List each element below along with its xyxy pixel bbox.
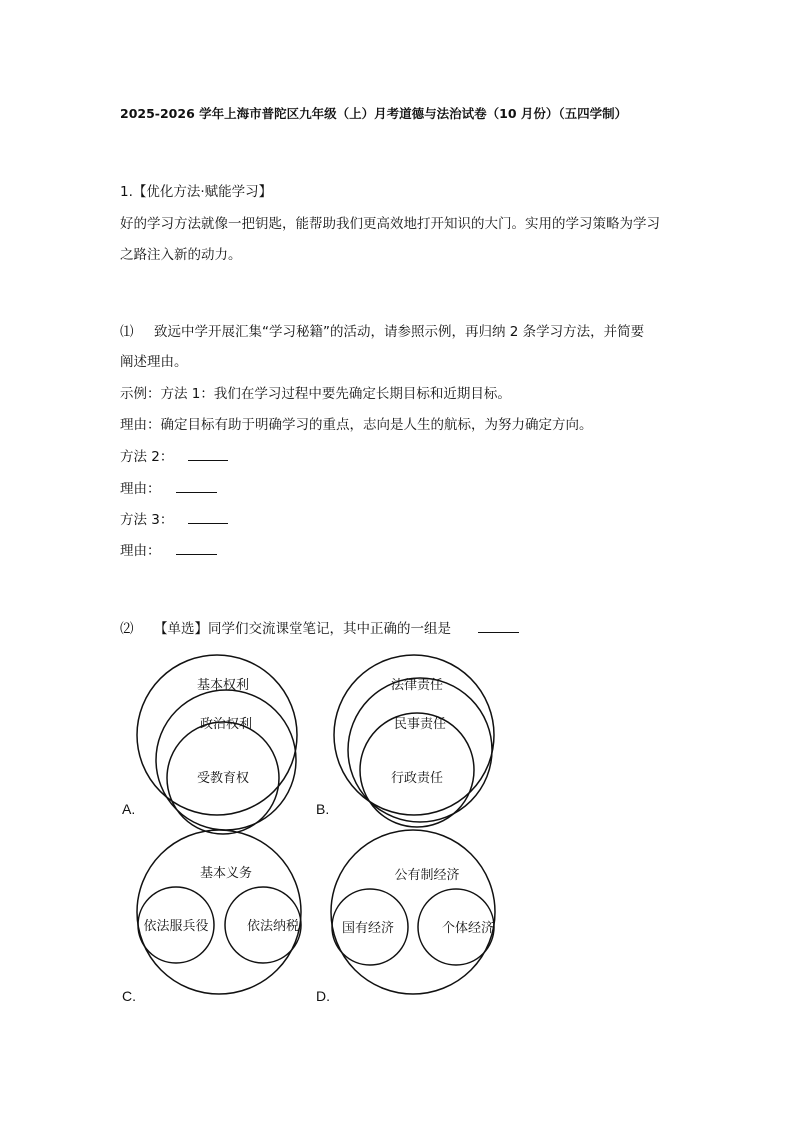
- question-1-heading: 1.【优化方法·赋能学习】: [120, 184, 273, 200]
- option-a-inner-label: 受教育权: [196, 771, 250, 786]
- option-c-right-label: 依法纳税: [246, 919, 300, 934]
- option-c-diagram[interactable]: [137, 830, 301, 994]
- option-d-outer-circle: [331, 830, 495, 994]
- sub-question-1-text-line-2: 阐述理由。: [120, 354, 188, 370]
- question-1-intro-line-2: 之路注入新的动力。: [120, 247, 242, 263]
- option-d-diagram[interactable]: [331, 830, 495, 994]
- option-d-letter[interactable]: D.: [316, 988, 330, 1004]
- option-a-middle-label: 政治权利: [199, 717, 253, 732]
- sub-question-1-text-line-1: 致远中学开展汇集“学习秘籍”的活动，请参照示例，再归纳 2 条学习方法，并简要: [154, 324, 645, 340]
- option-c-left-label: 依法服兵役: [143, 919, 209, 934]
- option-c-outer-circle: [137, 830, 301, 994]
- option-c-outer-label: 基本义务: [199, 866, 253, 881]
- reason-3-label: 理由：: [120, 543, 161, 559]
- option-d-right-label: 个体经济: [441, 921, 495, 936]
- example-reason: 理由：确定目标有助于明确学习的重点，志向是人生的航标，为努力确定方向。: [120, 417, 593, 433]
- option-d-left-label: 国有经济: [341, 921, 395, 936]
- option-a-letter[interactable]: A.: [122, 801, 136, 817]
- page-title: 2025-2026 学年上海市普陀区九年级（上）月考道德与法治试卷（10 月份）（五四学制）: [120, 106, 628, 121]
- sub-question-2-text: 【单选】同学们交流课堂笔记，其中正确的一组是: [154, 621, 451, 637]
- option-a-diagram[interactable]: [137, 655, 297, 834]
- question-1-intro-line-1: 好的学习方法就像一把钥匙，能帮助我们更高效地打开知识的大门。实用的学习策略为学习: [120, 216, 660, 232]
- example-method: 示例：方法 1：我们在学习过程中要先确定长期目标和近期目标。: [120, 386, 511, 402]
- option-b-diagram[interactable]: [334, 655, 494, 827]
- method-2-label: 方法 2：: [120, 449, 174, 465]
- method-3-label: 方法 3：: [120, 512, 174, 528]
- option-b-middle-label: 民事责任: [393, 717, 447, 732]
- option-a-outer-label: 基本权利: [196, 678, 250, 693]
- reason-2-label: 理由：: [120, 481, 161, 497]
- sub-question-1-number: ⑴: [120, 324, 134, 340]
- option-b-outer-label: 法律责任: [390, 678, 444, 693]
- sub-question-2-number: ⑵: [120, 621, 134, 637]
- option-c-letter[interactable]: C.: [122, 988, 136, 1004]
- option-b-inner-label: 行政责任: [390, 771, 444, 786]
- option-b-letter[interactable]: B.: [316, 801, 330, 817]
- option-d-outer-label: 公有制经济: [394, 868, 460, 883]
